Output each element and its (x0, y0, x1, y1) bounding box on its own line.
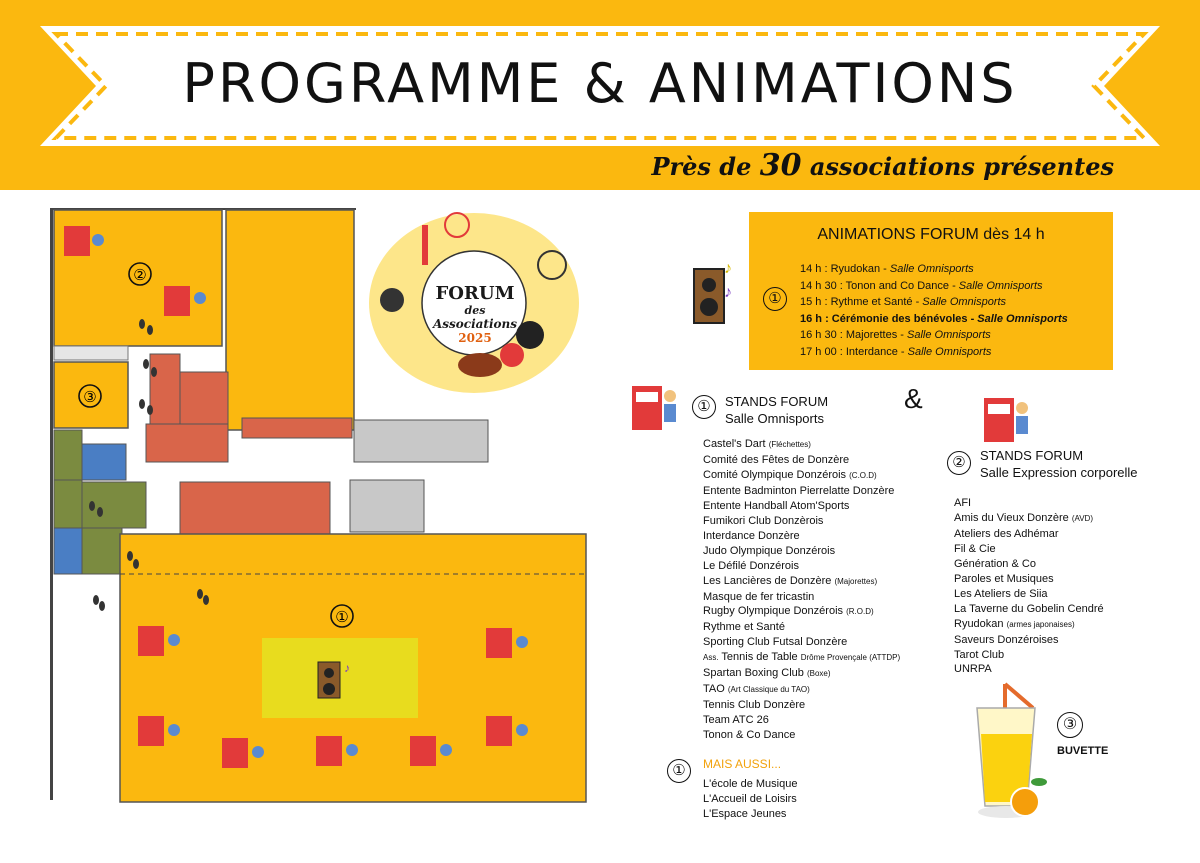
subtitle-suffix: associations présentes (809, 152, 1114, 181)
list-item: AFI (954, 497, 972, 509)
svg-text:♪: ♪ (344, 661, 350, 675)
animation-item: 15 h : Rythme et Santé - Salle Omnisports (800, 296, 1007, 308)
animation-item: 16 h : Cérémonie des bénévoles - Salle Omnisports (800, 312, 1068, 325)
list-item: UNRPA (954, 663, 992, 676)
buvette-label: BUVETTE (1057, 745, 1109, 757)
list-item: L'Espace Jeunes (703, 808, 787, 820)
plan-zone-1: ① (335, 608, 349, 626)
plan-zone-3: ③ (83, 388, 97, 406)
animations-box (749, 212, 1113, 370)
list-item: Team ATC 26 (703, 714, 769, 727)
animations-title: ANIMATIONS FORUM dès 14 h (817, 226, 1045, 243)
page-subtitle (651, 148, 1114, 183)
logo-line3: Associations (432, 317, 518, 331)
list-item: Interdance Donzère (703, 529, 800, 542)
animation-item: 14 h : Ryudokan - Salle Omnisports (800, 263, 974, 275)
stands1-heading (725, 393, 828, 427)
mais-aussi-list (703, 777, 797, 822)
stand-icon (982, 390, 1032, 446)
list-item: Génération & Co (954, 557, 1036, 570)
animations-list (800, 261, 1068, 360)
list-item: L'école de Musique (703, 778, 798, 790)
stands1-marker: ① (692, 395, 716, 419)
list-item: Comité Olympique Donzérois (C.O.D) (703, 468, 877, 481)
list-item: Saveurs Donzéroises (954, 633, 1059, 646)
list-item: Fil & Cie (954, 542, 996, 555)
subtitle-number: 30 (759, 148, 802, 183)
list-item: Castel's Dart (Fléchettes) (703, 438, 811, 450)
svg-text:♪: ♪ (724, 284, 732, 301)
list-item: Ateliers des Adhémar (954, 527, 1059, 540)
list-item: Sporting Club Futsal Donzère (703, 636, 848, 649)
list-item: L'Accueil de Loisirs (703, 793, 797, 805)
stands2-title: STANDS FORUM (980, 448, 1084, 463)
animation-item: 17 h 00 : Interdance - Salle Omnisports (800, 345, 992, 358)
svg-text:♪: ♪ (724, 260, 732, 277)
stands2-subtitle: Salle Expression corporelle (980, 465, 1138, 480)
stands1-subtitle: Salle Omnisports (725, 411, 824, 426)
animations-marker: ① (763, 287, 787, 311)
subtitle-prefix: Près de (651, 152, 752, 181)
list-item: Tonon & Co Dance (703, 729, 796, 742)
logo-line4: 2025 (458, 331, 492, 345)
header-banner (0, 0, 1200, 190)
list-item: Amis du Vieux Donzère (AVD) (954, 511, 1093, 524)
list-item: Les Ateliers de Siia (954, 587, 1048, 600)
drink-icon (965, 678, 1055, 826)
list-item: Ass. Tennis de Table Drôme Provençale (ATTDP) (703, 651, 901, 664)
stand-icon (630, 378, 680, 434)
stands1-title: STANDS FORUM (725, 394, 829, 409)
stands2-list (954, 496, 1104, 677)
logo-text (425, 283, 525, 345)
list-item: Tennis Club Donzère (703, 699, 806, 712)
logo-line2: des (464, 304, 486, 317)
stands2-marker: ② (947, 451, 971, 475)
list-item: Paroles et Musiques (954, 572, 1054, 585)
list-item: Ryudokan (armes japonaises) (954, 617, 1075, 630)
page-title: PROGRAMME & ANIMATIONS (182, 52, 1018, 115)
list-item: Rugby Olympique Donzérois (R.O.D) (703, 605, 874, 618)
list-item: Les Lancières de Donzère (Majorettes) (703, 574, 878, 587)
logo-line1: FORUM (435, 283, 515, 304)
list-item: Entente Handball Atom'Sports (703, 499, 850, 512)
list-item: La Taverne du Gobelin Cendré (954, 602, 1104, 615)
stands2-heading (980, 447, 1138, 481)
list-item: Masque de fer tricastin (703, 590, 815, 603)
list-item: Tarot Club (954, 648, 1005, 661)
mais-aussi-title: MAIS AUSSI... (703, 757, 782, 771)
list-item: Le Défilé Donzérois (703, 559, 799, 572)
stands1-list (703, 437, 900, 743)
list-item: Fumikori Club Donzèrois (703, 514, 824, 527)
buvette-marker: ③ (1057, 712, 1083, 738)
list-item: Spartan Boxing Club (Boxe) (703, 667, 831, 680)
animation-item: 16 h 30 : Majorettes - Salle Omnisports (800, 329, 991, 341)
animation-item: 14 h 30 : Tonon and Co Dance - Salle Omnisports (800, 279, 1043, 292)
speaker-icon (692, 255, 740, 325)
list-item: TAO (Art Classique du TAO) (703, 683, 810, 696)
list-item: Entente Badminton Pierrelatte Donzère (703, 484, 895, 497)
mais-aussi-marker: ① (667, 759, 691, 783)
list-item: Judo Olympique Donzérois (703, 544, 836, 557)
ampersand: & (904, 383, 923, 414)
list-item: Comité des Fêtes de Donzère (703, 453, 850, 466)
list-item: Rythme et Santé (703, 621, 785, 634)
plan-zone-2: ② (133, 266, 147, 284)
